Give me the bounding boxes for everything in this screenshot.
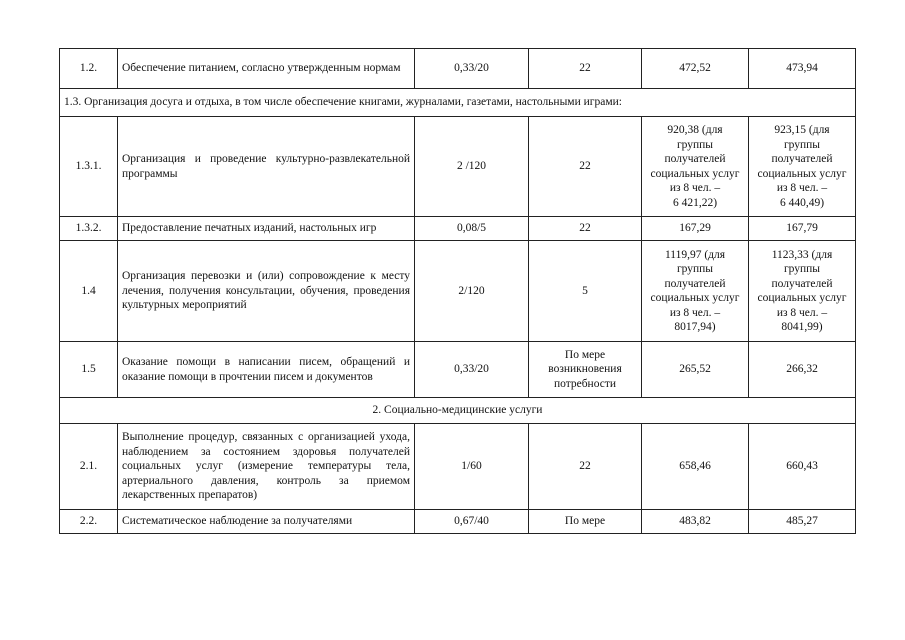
- price-col-2: 167,79: [749, 217, 856, 241]
- price-col-1: 167,29: [642, 217, 749, 241]
- row-number: 1.4: [60, 241, 118, 342]
- row-number: 1.3.2.: [60, 217, 118, 241]
- service-description: Выполнение процедур, связанных с организацией ухода, наблюдением за состоянием здоровья получателей социальных услуг (измерение температуры тела, артериального давления, контроль за приемом лекарственных препаратов): [118, 424, 415, 510]
- service-description: Обеспечение питанием, согласно утвержденным нормам: [118, 49, 415, 89]
- time-norm: 0,33/20: [415, 342, 529, 398]
- section-heading: 2. Социально-медицинские услуги: [60, 398, 856, 424]
- price-col-2: 1123,33 (для группы получателей социальных услуг из 8 чел. – 8041,99): [749, 241, 856, 342]
- table-row: [60, 342, 856, 398]
- service-description: Предоставление печатных изданий, настольных игр: [118, 217, 415, 241]
- time-norm: 0,08/5: [415, 217, 529, 241]
- price-col-2: 266,32: [749, 342, 856, 398]
- section-row: [60, 89, 856, 117]
- service-count: 22: [529, 49, 642, 89]
- price-col-2: 485,27: [749, 510, 856, 534]
- table-row: [60, 241, 856, 342]
- price-col-2: 473,94: [749, 49, 856, 89]
- service-count: 22: [529, 217, 642, 241]
- time-norm: 2/120: [415, 241, 529, 342]
- table-row: [60, 49, 856, 89]
- service-count: 22: [529, 117, 642, 217]
- row-number: 1.5: [60, 342, 118, 398]
- section-row: [60, 398, 856, 424]
- time-norm: 1/60: [415, 424, 529, 510]
- time-norm: 0,67/40: [415, 510, 529, 534]
- service-description: Организация перевозки и (или) сопровождение к месту лечения, получения консультации, обучения, проведения культурных мероприятий: [118, 241, 415, 342]
- table-row: [60, 217, 856, 241]
- row-number: 2.2.: [60, 510, 118, 534]
- price-col-2: 660,43: [749, 424, 856, 510]
- price-col-1: 483,82: [642, 510, 749, 534]
- service-description: Организация и проведение культурно-развлекательной программы: [118, 117, 415, 217]
- section-heading: 1.3. Организация досуга и отдыха, в том числе обеспечение книгами, журналами, газетами, настольными играми:: [60, 89, 856, 117]
- row-number: 1.2.: [60, 49, 118, 89]
- price-col-1: 265,52: [642, 342, 749, 398]
- row-number: 2.1.: [60, 424, 118, 510]
- price-col-1: 472,52: [642, 49, 749, 89]
- service-count: 22: [529, 424, 642, 510]
- service-count: По мере: [529, 510, 642, 534]
- price-col-2: 923,15 (для группы получателей социальных услуг из 8 чел. – 6 440,49): [749, 117, 856, 217]
- table-row: [60, 117, 856, 217]
- service-count: По мере возникновения потребности: [529, 342, 642, 398]
- table-row: [60, 510, 856, 534]
- time-norm: 0,33/20: [415, 49, 529, 89]
- service-description: Оказание помощи в написании писем, обращений и оказание помощи в прочтении писем и документов: [118, 342, 415, 398]
- price-col-1: 1119,97 (для группы получателей социальных услуг из 8 чел. – 8017,94): [642, 241, 749, 342]
- service-count: 5: [529, 241, 642, 342]
- row-number: 1.3.1.: [60, 117, 118, 217]
- time-norm: 2 /120: [415, 117, 529, 217]
- price-col-1: 920,38 (для группы получателей социальных услуг из 8 чел. – 6 421,22): [642, 117, 749, 217]
- table-row: [60, 424, 856, 510]
- services-table: [59, 48, 856, 534]
- service-description: Систематическое наблюдение за получателями: [118, 510, 415, 534]
- price-col-1: 658,46: [642, 424, 749, 510]
